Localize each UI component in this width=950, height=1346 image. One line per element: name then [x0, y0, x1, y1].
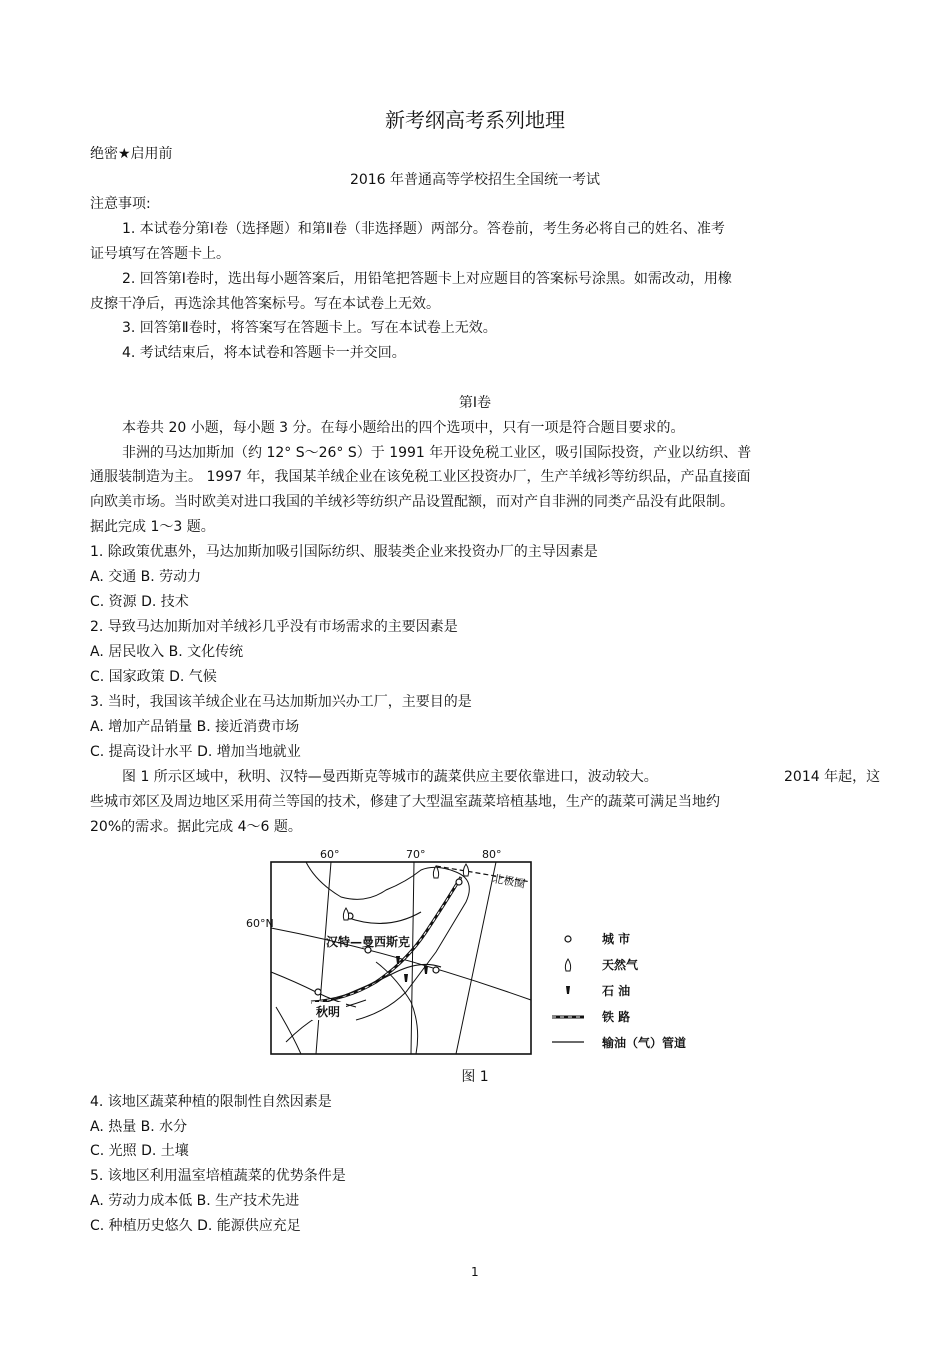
legend-gas-icon — [565, 959, 570, 971]
meridian-60 — [316, 862, 331, 1054]
question-stem: 1. 除政策优惠外，马达加斯加吸引国际纺织、服装类企业来投资办厂的主导因素是 — [90, 544, 598, 560]
notice-item: 4. 考试结束后，将本试卷和答题卡一并交回。 — [122, 345, 406, 361]
question-options: C. 提高设计水平 D. 增加当地就业 — [90, 744, 301, 760]
city-label-khanty-mansiysk: 汉特—曼西斯克 — [326, 935, 411, 949]
passage-line: 些城市郊区及周边地区采用荷兰等国的技术，修建了大型温室蔬菜培植基地，生产的蔬菜可满足当地约 — [90, 794, 720, 810]
city-label-tyumen: 秋明 — [316, 1005, 341, 1019]
legend-oil-icon — [566, 986, 570, 994]
question-options: A. 增加产品销量 B. 接近消费市场 — [90, 719, 300, 735]
passage-line: 通服装制造为主。 1997 年，我国某羊绒企业在该免税工业区投资办厂，生产羊绒衫等纺织品，产品直接面 — [90, 469, 751, 485]
city-marker — [456, 879, 462, 885]
lon-label-80: 80° — [482, 848, 502, 861]
question-options: A. 居民收入 B. 文化传统 — [90, 644, 244, 660]
figure-1-map — [246, 842, 722, 1060]
question-stem: 3. 当时，我国该羊绒企业在马达加斯加兴办工厂，主要目的是 — [90, 694, 472, 710]
notice-item: 3. 回答第Ⅱ卷时，将答案写在答题卡上。写在本试卷上无效。 — [122, 320, 497, 336]
legend-pipeline: 输油（气）管道 — [602, 1036, 687, 1050]
legend-oil: 石 油 — [602, 984, 631, 998]
question-stem: 2. 导致马达加斯加对羊绒衫几乎没有市场需求的主要因素是 — [90, 619, 458, 635]
oil-icon — [424, 966, 428, 974]
section-heading: 第Ⅰ卷 — [458, 395, 492, 411]
city-marker — [315, 989, 321, 995]
notice-item: 1. 本试卷分第Ⅰ卷（选择题）和第Ⅱ卷（非选择题）两部分。答卷前，考生务必将自己的姓名、准考 — [122, 221, 725, 237]
map-frame — [271, 862, 531, 1054]
passage-line: 据此完成 1～3 题。 — [90, 519, 215, 535]
lat-label-60n: 60°N — [246, 917, 274, 930]
question-stem: 5. 该地区利用温室培植蔬菜的优势条件是 — [90, 1168, 346, 1184]
question-options: A. 劳动力成本低 B. 生产技术先进 — [90, 1193, 300, 1209]
legend-gas: 天然气 — [602, 958, 639, 972]
question-stem: 4. 该地区蔬菜种植的限制性自然因素是 — [90, 1094, 332, 1110]
gas-icon — [463, 864, 468, 876]
passage-line: 图 1 所示区域中，秋明、汉特—曼西斯克等城市的蔬菜供应主要依靠进口，波动较大。 — [122, 769, 658, 785]
exam-title: 2016 年普通高等学校招生全国统一考试 — [349, 172, 601, 188]
oil-icon — [404, 974, 408, 982]
arctic-circle-label: 北极圈 — [491, 872, 527, 891]
meridian-70 — [411, 862, 414, 1054]
passage-line: 2014 年起，这 — [784, 769, 881, 785]
legend-city: 城 市 — [602, 932, 631, 946]
figure-caption: 图 1 — [461, 1069, 489, 1085]
section-intro: 本卷共 20 小题，每小题 3 分。在每小题给出的四个选项中，只有一项是符合题目要求的。 — [122, 420, 685, 436]
question-options: A. 热量 B. 水分 — [90, 1119, 188, 1135]
question-options: C. 资源 D. 技术 — [90, 594, 189, 610]
gas-icon — [343, 908, 348, 920]
question-options: C. 国家政策 D. 气候 — [90, 669, 217, 685]
lon-label-60: 60° — [320, 848, 340, 861]
legend-city-icon — [565, 936, 571, 942]
notice-item: 皮擦干净后，再选涂其他答案标号。写在本试卷上无效。 — [90, 296, 440, 312]
meridian-80 — [456, 862, 496, 1054]
page-number: 1 — [471, 1265, 479, 1279]
question-options: C. 种植历史悠久 D. 能源供应充足 — [90, 1218, 301, 1234]
notice-heading: 注意事项: — [90, 196, 151, 212]
city-marker — [433, 967, 439, 973]
page-title: 新考纲高考系列地理 — [385, 108, 565, 132]
notice-item: 证号填写在答题卡上。 — [90, 246, 230, 262]
pipeline — [346, 912, 421, 923]
question-options: C. 光照 D. 土壤 — [90, 1143, 189, 1159]
question-options: A. 交通 B. 劳动力 — [90, 569, 202, 585]
confidential-mark: 绝密★启用前 — [90, 146, 173, 162]
passage-line: 20%的需求。据此完成 4～6 题。 — [90, 819, 302, 835]
passage-line: 非洲的马达加斯加（约 12° S～26° S）于 1991 年开设免税工业区，吸引国际投资，产业以纺织、普 — [122, 445, 752, 461]
lon-label-70: 70° — [406, 848, 426, 861]
river — [276, 1007, 301, 1054]
notice-item: 2. 回答第Ⅰ卷时，选出每小题答案后，用铅笔把答题卡上对应题目的答案标号涂黑。如需改动，用橡 — [122, 271, 732, 287]
legend-railway: 铁 路 — [602, 1010, 631, 1024]
passage-line: 向欧美市场。当时欧美对进口我国的羊绒衫等纺织产品设置配额，而对产自非洲的同类产品没有此限制。 — [90, 494, 734, 510]
